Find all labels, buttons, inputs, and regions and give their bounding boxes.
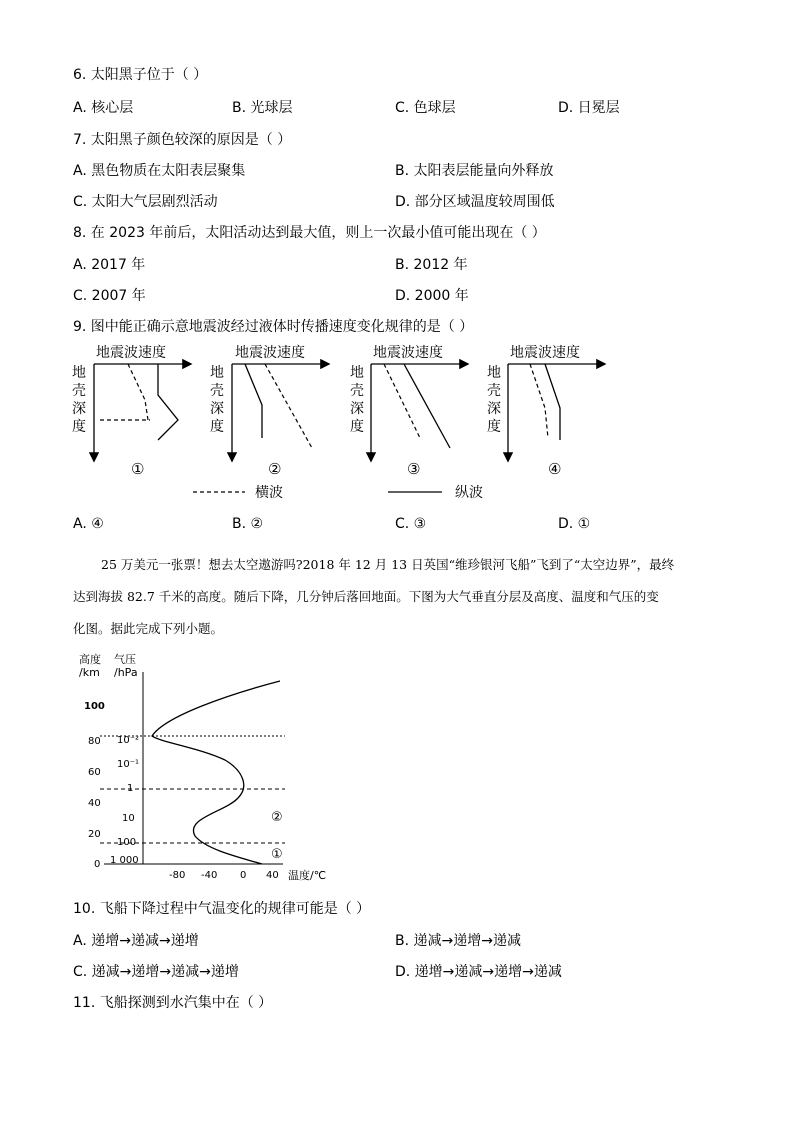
panel-1-y-label-4: 度 — [72, 419, 86, 435]
q7-option-c: C. 太阳大气层剧烈活动 — [73, 194, 218, 210]
layer-mark-2: ② — [271, 810, 283, 825]
panel-4-y-label-1: 地 — [487, 365, 501, 381]
panel-1-x-label: 地震波速度 — [96, 345, 166, 361]
temperature-curve — [152, 681, 280, 864]
pressure-tick-10: 10 — [122, 813, 135, 824]
q6-option-c: C. 色球层 — [395, 100, 456, 116]
panel-1-y-label-2: 壳 — [72, 383, 86, 399]
pressure-tick-1000: 1 000 — [110, 855, 139, 866]
q7-stem: 7. 太阳黑子颜色较深的原因是（ ） — [73, 132, 292, 148]
pressure-tick-1e-1: 10⁻¹ — [117, 759, 140, 770]
panel-4-s-wave — [530, 364, 548, 438]
panel-4-y-label-3: 深 — [487, 401, 501, 417]
q7-option-a: A. 黑色物质在太阳表层聚集 — [73, 163, 246, 179]
pressure-tick-1e-2: 10⁻² — [117, 735, 140, 746]
q10-option-a: A. 递增→递减→递增 — [73, 933, 199, 949]
q7-option-d: D. 部分区域温度较周围低 — [395, 194, 555, 210]
panel-3-s-wave — [384, 364, 420, 438]
legend-solid-label: 纵波 — [455, 485, 483, 501]
q8-option-b: B. 2012 年 — [395, 257, 468, 273]
q10-option-b: B. 递减→递增→递减 — [395, 933, 521, 949]
height-tick-40: 40 — [88, 798, 101, 809]
panel-3-y-label-3: 深 — [350, 401, 364, 417]
panel-3-y-label-4: 度 — [350, 419, 364, 435]
atmosphere-profile-figure — [70, 648, 350, 886]
q9-stem: 9. 图中能正确示意地震波经过液体时传播速度变化规律的是（ ） — [73, 319, 474, 335]
q6-option-a: A. 核心层 — [73, 100, 134, 116]
q10-option-d: D. 递增→递减→递增→递减 — [395, 964, 562, 980]
panel-1-y-label-3: 深 — [72, 401, 86, 417]
height-axis-label: 高度 — [79, 653, 101, 666]
panel-3-number: ③ — [407, 460, 421, 478]
panel-2-number: ② — [268, 460, 282, 478]
panel-4-x-label: 地震波速度 — [510, 345, 580, 361]
pressure-axis-label: 气压 — [114, 653, 136, 666]
temp-tick-0: 0 — [240, 870, 247, 881]
height-tick-20: 20 — [88, 829, 101, 840]
pressure-tick-100: 100 — [117, 837, 137, 848]
panel-4-number: ④ — [548, 460, 562, 478]
q6-option-d: D. 日冕层 — [558, 100, 620, 116]
panel-2-y-label-4: 度 — [210, 419, 224, 435]
q9-option-d: D. ① — [558, 516, 591, 532]
panel-2-x-label: 地震波速度 — [235, 345, 305, 361]
temp-tick-40: 40 — [266, 870, 279, 881]
height-tick-80: 80 — [88, 736, 101, 747]
panel-1 — [72, 344, 190, 478]
seismic-wave-figure — [60, 336, 620, 508]
passage-line-3: 化图。据此完成下列小题。 — [73, 621, 224, 636]
q8-stem: 8. 在 2023 年前后，太阳活动达到最大值，则上一次最小值可能出现在（ ） — [73, 225, 546, 241]
temp-tick--80: -80 — [169, 870, 186, 881]
q9-option-a: A. ④ — [73, 516, 104, 532]
layer-mark-1: ① — [271, 847, 283, 862]
panel-3-x-label: 地震波速度 — [373, 345, 443, 361]
pressure-tick-1: 1 — [127, 783, 134, 794]
panel-2-y-label-3: 深 — [210, 401, 224, 417]
panel-2 — [210, 344, 328, 478]
height-tick-60: 60 — [88, 767, 101, 778]
q8-option-c: C. 2007 年 — [73, 288, 146, 304]
passage-line-1: 25 万美元一张票！想去太空遨游吗?2018 年 12 月 13 日英国“维珍银河飞船”飞到了“太空边界”，最终 — [101, 557, 675, 572]
q11-stem: 11. 飞船探测到水汽集中在（ ） — [73, 995, 273, 1011]
panel-1-number: ① — [131, 460, 145, 478]
q9-option-b: B. ② — [232, 516, 264, 532]
temp-tick--40: -40 — [201, 870, 218, 881]
panel-2-p-wave — [245, 364, 262, 438]
panel-1-y-label-1: 地 — [72, 365, 86, 381]
q8-option-a: A. 2017 年 — [73, 257, 146, 273]
passage-line-2: 达到海拔 82.7 千米的高度。随后下降，几分钟后落回地面。下图为大气垂直分层及高度、温度和气压的变 — [73, 589, 659, 604]
panel-4-y-label-2: 壳 — [487, 383, 501, 399]
panel-1-p-wave — [158, 364, 178, 440]
panel-4 — [487, 344, 604, 478]
height-tick-100: 100 — [84, 701, 105, 712]
legend-dashed-label: 横波 — [255, 485, 283, 501]
height-tick-0: 0 — [94, 859, 101, 870]
panel-3-y-label-1: 地 — [350, 365, 364, 381]
panel-2-s-wave — [265, 364, 312, 448]
panel-4-p-wave — [545, 364, 560, 440]
panel-3-y-label-2: 壳 — [350, 383, 364, 399]
panel-2-y-label-1: 地 — [210, 365, 224, 381]
q9-option-c: C. ③ — [395, 516, 427, 532]
panel-3 — [350, 344, 467, 478]
panel-3-p-wave — [404, 364, 450, 448]
panel-4-y-label-4: 度 — [487, 419, 501, 435]
q10-stem: 10. 飞船下降过程中气温变化的规律可能是（ ） — [73, 901, 371, 917]
q6-option-b: B. 光球层 — [232, 100, 293, 116]
temp-axis-label: 温度/℃ — [288, 869, 327, 882]
q7-option-b: B. 太阳表层能量向外释放 — [395, 163, 554, 179]
panel-2-y-label-2: 壳 — [210, 383, 224, 399]
pressure-axis-unit: /hPa — [114, 666, 138, 679]
panel-1-s-wave — [128, 364, 148, 420]
q8-option-d: D. 2000 年 — [395, 288, 469, 304]
height-axis-unit: /km — [79, 666, 100, 679]
q6-stem: 6. 太阳黑子位于（ ） — [73, 67, 208, 83]
q10-option-c: C. 递减→递增→递减→递增 — [73, 964, 239, 980]
